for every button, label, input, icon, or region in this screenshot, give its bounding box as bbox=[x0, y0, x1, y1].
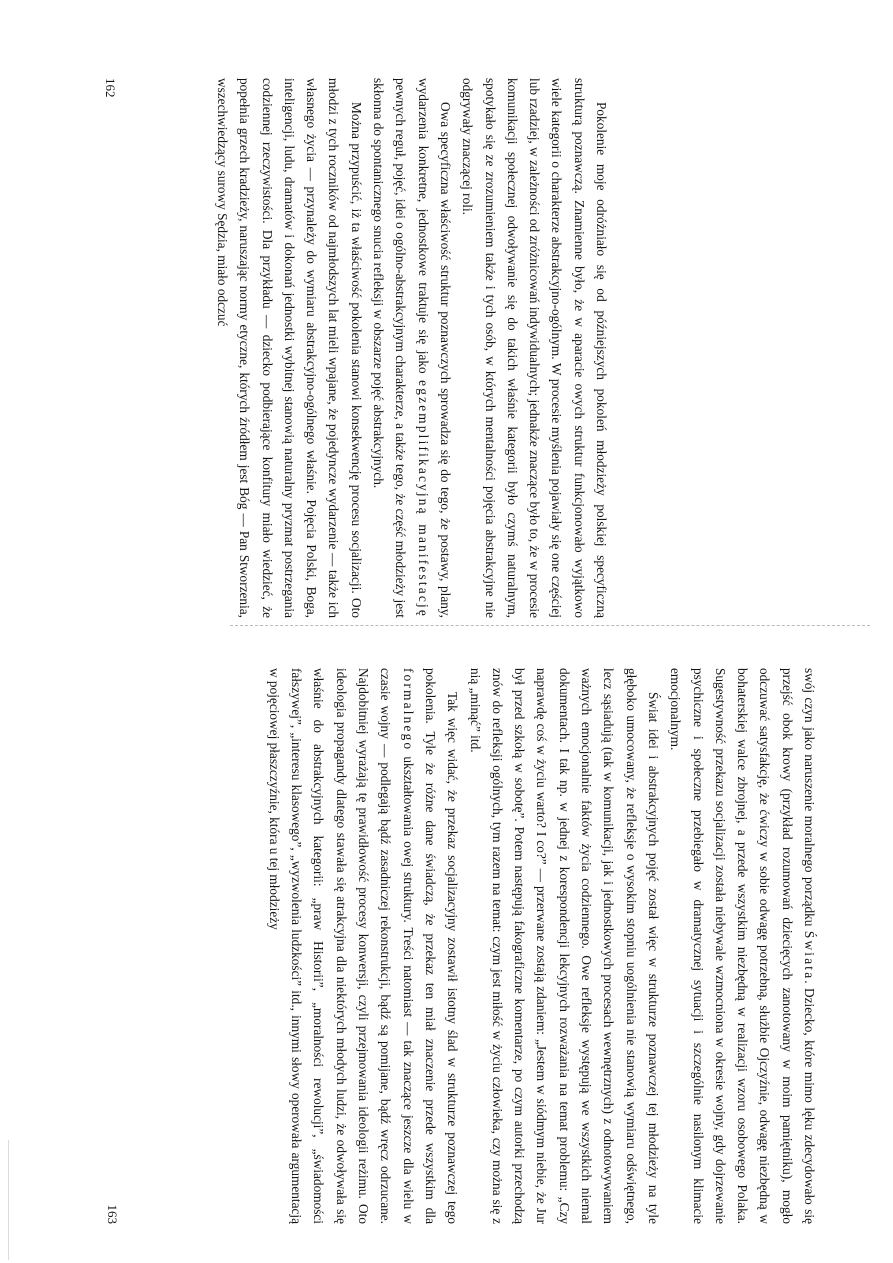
paragraph bbox=[463, 668, 664, 1224]
text-run: Świat idei i abstrakcyjnych pojęć został więc w strukturze poznawczej tej młodzieży na tyle głęboko umocowany, że refleksje o wysokim stopniu uogólnienia nie stanowią wymiaru odświętnego, lecz sąsiadują (tak w komunikacji, jak i jednostkowych procesach wewnętrznych) z odnotowywaniem ważnych emocjonalnie faktów życia codziennego. Owe refleksje występują we wszystkich niemal dokumentach. I tak np. w jednej z korespondencji lekcyjnych rozważania na temat problemu: „Czy naprawdę coś w życiu warto? I co?” — przerwane zostają zdaniem: „Jestem w siódmym niebie, że Jur był przed szkołą w sobotę”. Potem następują fakograficzne komentarze, po czym autorki przechodzą znów do refleksji ogólnych, tym razem na temat: czym jest miłość w życiu człowieka, czy można się z nią „minąć” itd. bbox=[467, 668, 661, 1224]
paragraph bbox=[664, 668, 820, 1224]
paragraph bbox=[456, 78, 612, 618]
paragraph bbox=[367, 78, 456, 618]
text-run: Można przypuścić, iż ta właściwość pokolenia stanowi konsekwencję procesu socjalizacji. Oto młodzi z tych roczników od najmłodszych lat mieli wpajane, że pojedyncze wydarzenie — także ich własnego życia — przynależy do wymiaru abstrakcyjno-ogólnego właśnie. Pojęcia Polski, Boga, inteligencji, ludu, dramatów i dokonań jednostki wybitnej stanowią naturalny pryzmat postrzegania codziennej rzeczywistości. Dla przykładu — dziecko podbierające konfitury miało wiedzieć, że popełnia grzech kradzieży, naruszając normy etyczne, których źródłem jest Bóg — Pan Stworzenia, wszechwiedzący surowy Sędzia, miało odczuć bbox=[214, 78, 364, 618]
page-number-left: 162 bbox=[103, 78, 118, 98]
page-right bbox=[104, 668, 820, 1224]
text-run: swój czyn jako naruszenie moralnego porządku bbox=[802, 668, 817, 931]
page-number-right: 163 bbox=[105, 1204, 120, 1224]
spaced-emphasis: egzemplifikacyjną manifestację bbox=[415, 380, 431, 619]
spaced-emphasis: formalnego bbox=[400, 668, 416, 752]
spaced-emphasis: Świata bbox=[802, 930, 817, 981]
paragraph bbox=[263, 668, 464, 1224]
text-run: . Dziecko, które mimo lęku zdecydowało się przejść obok krowy (przykład rozumowań dziecięcych zanotowany w moim pamiętniku), mogło odczuwać satysfakcję, że ćwiczy w sobie odwagę potrzebną, służbie Ojczyźnie, odwagę niezbędną w bohaterskiej walce zbrojnej, a przede wszystkim niezbędną w realizacji wzoru osobowego Polaka. Sugestywność przekazu socjalizacji została niebywale wzmocniona w okresie wojny, gdy dojrzewanie psychiczne i społeczne przebiegało w dramatycznej sytuacji i szczególnie nasilonym klimacie emocjonalnym. bbox=[668, 668, 817, 1224]
text-run: pewnych reguł, pojęć, idei o ogólno-abstrakcyjnym charakterze, a także tego, że część młodzieży jest skłonna do spontanicznego snucia refleksji w obszarze pojęć abstrakcyjnych. bbox=[371, 78, 409, 618]
page-right-text bbox=[263, 668, 820, 1224]
page-left bbox=[102, 78, 612, 618]
text-run: Tak więc widać, że przekaz socjalizacyjny zostawił istotny ślad w strukturze poznawczej tego pokolenia. Tyle że różne dane świadczą, że przekaz ten miał znaczenie przede wszystkim dla bbox=[422, 668, 461, 1224]
paragraph bbox=[211, 78, 367, 618]
text-run: ukształtowania owej struktury. Treści natomiast — tak znaczące jeszcze dla wielu w czasie wojny — podlegają bądź zasadniczej rekonstrukcji, bądź są pomijane, bądź wręcz odrzucane. Najdobitniej wyrażają tę prawidłowość procesy konwersji, czyli przejmowania ideologii reżimu. Oto ideologia propagandy dlatego stawała się atrakcyjna dla niektórych młodych ludzi, że odwoływała się właśnie do abstrakcyjnych kategorii: „praw Historii”, „moralności rewolucji”, „świadomości fałszywej”, „interesu klasowego”, „wyzwolenia ludzkości” itd., innymi słowy operowała argumentacją w pojęciowej płaszczyźnie, która u tej młodzieży bbox=[266, 668, 416, 1224]
page-left-text bbox=[211, 78, 612, 618]
scan-edge bbox=[8, 1140, 9, 1260]
text-run: Pokolenie moje odróżniało się od późniejszych pokoleń młodzieży polskiej specyficzną strukturą poznawczą. Znamienne było, że w aparacie owych struktur funkcjonowało wyjątkowo wiele kategorii o charakterze abstrakcyjno-ogólnym. W procesie myślenia pojawiały się one częściej lub rzadziej, w zależności od zróżnicowań indywidualnych; jednakże znaczące było to, że w procesie komunikacji społecznej odwoływanie się do takich właśnie kategorii było czymś naturalnym, spotykało się ze zrozumieniem także i tych osób, w których mentalności pojęcia abstrakcyjne nie odgrywały znaczącej roli. bbox=[460, 78, 609, 618]
page-crease bbox=[230, 625, 870, 626]
text-run: Owa specyficzna właściwość struktur poznawczych sprowadza się do tego, że postawy, plany, wydarzenia konkretne, jednostkowe traktuje się jako bbox=[415, 78, 453, 618]
